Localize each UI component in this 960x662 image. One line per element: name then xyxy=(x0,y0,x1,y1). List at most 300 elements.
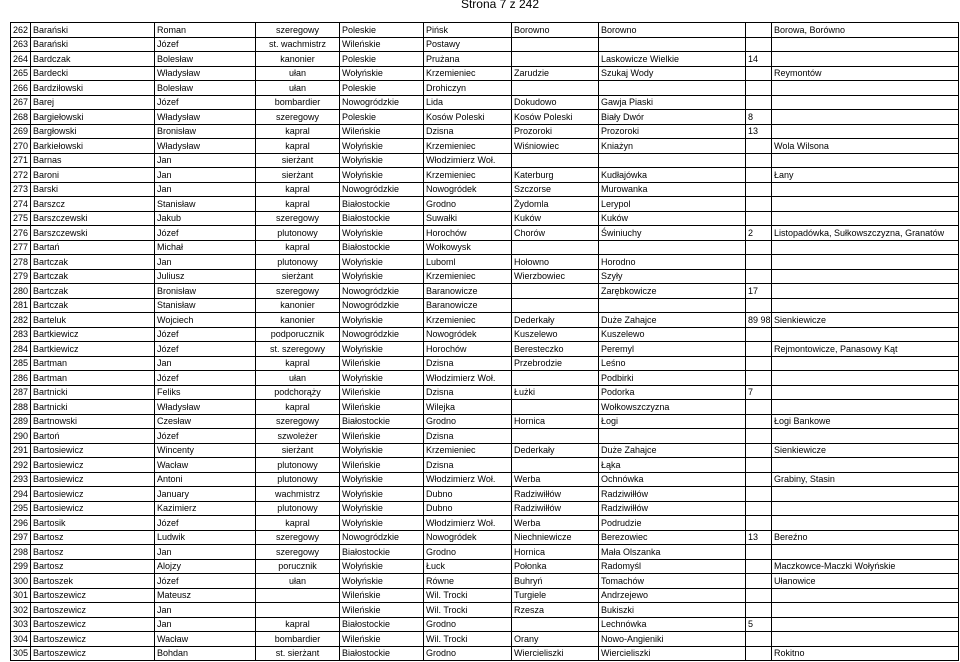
table-row xyxy=(11,603,959,618)
first-name-cell: Roman xyxy=(155,23,256,38)
surname-cell: Bartań xyxy=(31,240,155,255)
village-cell: Leśno xyxy=(599,356,746,371)
commune-cell: Rzesza xyxy=(512,603,599,618)
rank-cell: szeregowy xyxy=(256,110,340,125)
notes-cell xyxy=(772,588,959,603)
notes-cell xyxy=(772,501,959,516)
first-name-cell: Bronisław xyxy=(155,284,256,299)
rank-cell: kapral xyxy=(256,182,340,197)
number-cell xyxy=(746,588,772,603)
county-cell: Pińsk xyxy=(424,23,512,38)
voivodeship-cell: Wołyńskie xyxy=(340,255,424,270)
table-row xyxy=(11,240,959,255)
village-cell: Tomachów xyxy=(599,574,746,589)
village-cell: Kniażyn xyxy=(599,139,746,154)
notes-cell xyxy=(772,255,959,270)
row-number: 290 xyxy=(11,429,31,444)
notes-cell xyxy=(772,81,959,96)
notes-cell xyxy=(772,487,959,502)
records-table xyxy=(10,22,959,661)
row-number: 300 xyxy=(11,574,31,589)
first-name-cell: Józef xyxy=(155,37,256,52)
village-cell: Szyły xyxy=(599,269,746,284)
commune-cell xyxy=(512,429,599,444)
voivodeship-cell: Wileńskie xyxy=(340,124,424,139)
row-number: 262 xyxy=(11,23,31,38)
voivodeship-cell: Poleskie xyxy=(340,110,424,125)
commune-cell: Katerburg xyxy=(512,168,599,183)
rank-cell: st. wachmistrz xyxy=(256,37,340,52)
first-name-cell: Władysław xyxy=(155,139,256,154)
number-cell xyxy=(746,646,772,661)
rank-cell: szwoleżer xyxy=(256,429,340,444)
table-row xyxy=(11,342,959,357)
village-cell: Podrudzie xyxy=(599,516,746,531)
rank-cell: kanonier xyxy=(256,313,340,328)
first-name-cell: Michał xyxy=(155,240,256,255)
commune-cell xyxy=(512,617,599,632)
number-cell xyxy=(746,603,772,618)
county-cell: Krzemieniec xyxy=(424,269,512,284)
surname-cell: Bargłowski xyxy=(31,124,155,139)
commune-cell: Kuszelewo xyxy=(512,327,599,342)
number-cell xyxy=(746,182,772,197)
table-row xyxy=(11,458,959,473)
rank-cell: kapral xyxy=(256,400,340,415)
county-cell: Dubno xyxy=(424,487,512,502)
commune-cell: Hornica xyxy=(512,545,599,560)
notes-cell xyxy=(772,284,959,299)
rank-cell: kapral xyxy=(256,516,340,531)
first-name-cell: Wacław xyxy=(155,632,256,647)
voivodeship-cell: Wileńskie xyxy=(340,356,424,371)
number-cell xyxy=(746,298,772,313)
notes-cell xyxy=(772,52,959,67)
first-name-cell: Bolesław xyxy=(155,52,256,67)
number-cell: 89 98 xyxy=(746,313,772,328)
voivodeship-cell: Wołyńskie xyxy=(340,559,424,574)
rank-cell xyxy=(256,603,340,618)
table-row xyxy=(11,472,959,487)
rank-cell: szeregowy xyxy=(256,211,340,226)
voivodeship-cell: Nowogródzkie xyxy=(340,284,424,299)
notes-cell xyxy=(772,516,959,531)
row-number: 298 xyxy=(11,545,31,560)
table-row xyxy=(11,23,959,38)
row-number: 266 xyxy=(11,81,31,96)
voivodeship-cell: Białostockie xyxy=(340,240,424,255)
county-cell: Horochów xyxy=(424,342,512,357)
row-number: 295 xyxy=(11,501,31,516)
first-name-cell: Władysław xyxy=(155,110,256,125)
row-number: 273 xyxy=(11,182,31,197)
first-name-cell: Jan xyxy=(155,603,256,618)
row-number: 286 xyxy=(11,371,31,386)
row-number: 287 xyxy=(11,385,31,400)
row-number: 305 xyxy=(11,646,31,661)
rank-cell: kanonier xyxy=(256,52,340,67)
notes-cell xyxy=(772,371,959,386)
table-row xyxy=(11,37,959,52)
first-name-cell: Jan xyxy=(155,168,256,183)
table-row xyxy=(11,400,959,415)
table-row xyxy=(11,414,959,429)
village-cell: Radziwiłłów xyxy=(599,487,746,502)
notes-cell xyxy=(772,153,959,168)
commune-cell: Dederkały xyxy=(512,313,599,328)
voivodeship-cell: Białostockie xyxy=(340,211,424,226)
voivodeship-cell: Wołyńskie xyxy=(340,472,424,487)
county-cell: Krzemieniec xyxy=(424,66,512,81)
table-row xyxy=(11,124,959,139)
village-cell: Andrzejewo xyxy=(599,588,746,603)
voivodeship-cell: Nowogródzkie xyxy=(340,182,424,197)
row-number: 282 xyxy=(11,313,31,328)
commune-cell xyxy=(512,240,599,255)
rank-cell: kapral xyxy=(256,617,340,632)
county-cell: Równe xyxy=(424,574,512,589)
village-cell xyxy=(599,429,746,444)
first-name-cell: Kazimierz xyxy=(155,501,256,516)
commune-cell: Werba xyxy=(512,516,599,531)
village-cell xyxy=(599,298,746,313)
voivodeship-cell: Wołyńskie xyxy=(340,168,424,183)
commune-cell: Łużki xyxy=(512,385,599,400)
rank-cell: szeregowy xyxy=(256,284,340,299)
voivodeship-cell: Wołyńskie xyxy=(340,139,424,154)
surname-cell: Bardziłowski xyxy=(31,81,155,96)
commune-cell: Dederkały xyxy=(512,443,599,458)
rank-cell: szeregowy xyxy=(256,23,340,38)
commune-cell: Wierzbowiec xyxy=(512,269,599,284)
county-cell: Krzemieniec xyxy=(424,443,512,458)
notes-cell: Sienkiewicze xyxy=(772,443,959,458)
first-name-cell: Jan xyxy=(155,182,256,197)
commune-cell: Buhryń xyxy=(512,574,599,589)
first-name-cell: Mateusz xyxy=(155,588,256,603)
number-cell xyxy=(746,23,772,38)
surname-cell: Bartosz xyxy=(31,530,155,545)
county-cell: Dzisna xyxy=(424,429,512,444)
notes-cell xyxy=(772,240,959,255)
number-cell xyxy=(746,574,772,589)
village-cell: Kuszelewo xyxy=(599,327,746,342)
notes-cell: Wola Wilsona xyxy=(772,139,959,154)
number-cell xyxy=(746,168,772,183)
first-name-cell: Józef xyxy=(155,429,256,444)
notes-cell xyxy=(772,617,959,632)
commune-cell: Szczorse xyxy=(512,182,599,197)
county-cell: Kosów Poleski xyxy=(424,110,512,125)
county-cell: Postawy xyxy=(424,37,512,52)
table-row xyxy=(11,284,959,299)
number-cell xyxy=(746,501,772,516)
village-cell: Ochnówka xyxy=(599,472,746,487)
row-number: 275 xyxy=(11,211,31,226)
table-row xyxy=(11,66,959,81)
village-cell: Mała Olszanka xyxy=(599,545,746,560)
village-cell: Nowo-Angieniki xyxy=(599,632,746,647)
voivodeship-cell: Wileńskie xyxy=(340,603,424,618)
voivodeship-cell: Wileńskie xyxy=(340,37,424,52)
commune-cell: Turgiele xyxy=(512,588,599,603)
rank-cell: sierżant xyxy=(256,269,340,284)
surname-cell: Bartnowski xyxy=(31,414,155,429)
first-name-cell: Wincenty xyxy=(155,443,256,458)
row-number: 269 xyxy=(11,124,31,139)
village-cell: Biały Dwór xyxy=(599,110,746,125)
surname-cell: Bartosz xyxy=(31,545,155,560)
rank-cell: ułan xyxy=(256,81,340,96)
notes-cell: Grabiny, Stasin xyxy=(772,472,959,487)
notes-cell: Łany xyxy=(772,168,959,183)
rank-cell: szeregowy xyxy=(256,414,340,429)
first-name-cell: Czesław xyxy=(155,414,256,429)
surname-cell: Bartoszewicz xyxy=(31,588,155,603)
table-row xyxy=(11,646,959,661)
rank-cell: ułan xyxy=(256,371,340,386)
row-number: 299 xyxy=(11,559,31,574)
notes-cell xyxy=(772,197,959,212)
row-number: 288 xyxy=(11,400,31,415)
number-cell xyxy=(746,632,772,647)
county-cell: Wil. Trocki xyxy=(424,603,512,618)
rank-cell: st. szeregowy xyxy=(256,342,340,357)
village-cell: Peremyl xyxy=(599,342,746,357)
county-cell: Suwałki xyxy=(424,211,512,226)
county-cell: Baranowicze xyxy=(424,298,512,313)
county-cell: Łuck xyxy=(424,559,512,574)
first-name-cell: Józef xyxy=(155,226,256,241)
surname-cell: Bartczak xyxy=(31,284,155,299)
surname-cell: Bartczak xyxy=(31,298,155,313)
commune-cell: Połonka xyxy=(512,559,599,574)
voivodeship-cell: Poleskie xyxy=(340,52,424,67)
county-cell: Wil. Trocki xyxy=(424,588,512,603)
voivodeship-cell: Wołyńskie xyxy=(340,66,424,81)
rank-cell: podporucznik xyxy=(256,327,340,342)
table-row xyxy=(11,168,959,183)
table-row xyxy=(11,617,959,632)
number-cell xyxy=(746,472,772,487)
village-cell: Kudłajówka xyxy=(599,168,746,183)
voivodeship-cell: Białostockie xyxy=(340,197,424,212)
row-number: 274 xyxy=(11,197,31,212)
number-cell: 2 xyxy=(746,226,772,241)
commune-cell: Przebrodzie xyxy=(512,356,599,371)
county-cell: Dzisna xyxy=(424,124,512,139)
commune-cell: Kosów Poleski xyxy=(512,110,599,125)
village-cell: Duże Zahajce xyxy=(599,313,746,328)
rank-cell: szeregowy xyxy=(256,545,340,560)
voivodeship-cell: Poleskie xyxy=(340,23,424,38)
village-cell: Prozoroki xyxy=(599,124,746,139)
row-number: 294 xyxy=(11,487,31,502)
surname-cell: Bartoszewicz xyxy=(31,646,155,661)
surname-cell: Barszcz xyxy=(31,197,155,212)
rank-cell: kapral xyxy=(256,139,340,154)
county-cell: Prużana xyxy=(424,52,512,67)
commune-cell: Żydomla xyxy=(512,197,599,212)
notes-cell xyxy=(772,458,959,473)
first-name-cell: Bronisław xyxy=(155,124,256,139)
rank-cell: bombardier xyxy=(256,95,340,110)
voivodeship-cell: Wołyńskie xyxy=(340,501,424,516)
county-cell: Grodno xyxy=(424,414,512,429)
village-cell: Borowno xyxy=(599,23,746,38)
number-cell xyxy=(746,487,772,502)
number-cell xyxy=(746,197,772,212)
notes-cell: Ułanowice xyxy=(772,574,959,589)
row-number: 293 xyxy=(11,472,31,487)
commune-cell: Hornica xyxy=(512,414,599,429)
county-cell: Dzisna xyxy=(424,385,512,400)
first-name-cell: Józef xyxy=(155,371,256,386)
table-row xyxy=(11,211,959,226)
rank-cell: kanonier xyxy=(256,298,340,313)
commune-cell xyxy=(512,298,599,313)
surname-cell: Barski xyxy=(31,182,155,197)
table-row xyxy=(11,255,959,270)
notes-cell xyxy=(772,211,959,226)
first-name-cell: Ludwik xyxy=(155,530,256,545)
village-cell: Wiercieliszki xyxy=(599,646,746,661)
commune-cell xyxy=(512,284,599,299)
table-row xyxy=(11,298,959,313)
surname-cell: Bartosiewicz xyxy=(31,443,155,458)
page-number-header: Strona 7 z 242 xyxy=(460,0,539,11)
surname-cell: Bartman xyxy=(31,356,155,371)
commune-cell: Wiśniowiec xyxy=(512,139,599,154)
number-cell xyxy=(746,414,772,429)
county-cell: Baranowicze xyxy=(424,284,512,299)
commune-cell xyxy=(512,81,599,96)
row-number: 296 xyxy=(11,516,31,531)
county-cell: Luboml xyxy=(424,255,512,270)
number-cell xyxy=(746,66,772,81)
surname-cell: Bartoń xyxy=(31,429,155,444)
village-cell: Kuków xyxy=(599,211,746,226)
notes-cell: Borowa, Borówno xyxy=(772,23,959,38)
notes-cell xyxy=(772,632,959,647)
county-cell: Włodzimierz Woł. xyxy=(424,516,512,531)
number-cell xyxy=(746,356,772,371)
county-cell: Grodno xyxy=(424,545,512,560)
table-row xyxy=(11,588,959,603)
row-number: 272 xyxy=(11,168,31,183)
table-row xyxy=(11,95,959,110)
table-row xyxy=(11,269,959,284)
county-cell: Włodzimierz Woł. xyxy=(424,371,512,386)
commune-cell: Hołowno xyxy=(512,255,599,270)
first-name-cell: Władysław xyxy=(155,66,256,81)
number-cell xyxy=(746,458,772,473)
village-cell: Bukiszki xyxy=(599,603,746,618)
village-cell: Murowanka xyxy=(599,182,746,197)
surname-cell: Bartoszewicz xyxy=(31,617,155,632)
rank-cell: plutonowy xyxy=(256,501,340,516)
table-row xyxy=(11,385,959,400)
village-cell: Gawja Piaski xyxy=(599,95,746,110)
village-cell: Łąka xyxy=(599,458,746,473)
first-name-cell: Władysław xyxy=(155,400,256,415)
voivodeship-cell: Wołyńskie xyxy=(340,487,424,502)
rank-cell: kapral xyxy=(256,197,340,212)
notes-cell xyxy=(772,298,959,313)
village-cell: Horodno xyxy=(599,255,746,270)
notes-cell: Rokitno xyxy=(772,646,959,661)
table-row xyxy=(11,226,959,241)
number-cell xyxy=(746,37,772,52)
commune-cell: Radziwiłłów xyxy=(512,501,599,516)
surname-cell: Barszczewski xyxy=(31,211,155,226)
surname-cell: Bargiełowski xyxy=(31,110,155,125)
commune-cell: Niechniewicze xyxy=(512,530,599,545)
voivodeship-cell: Wołyńskie xyxy=(340,313,424,328)
notes-cell xyxy=(772,429,959,444)
number-cell xyxy=(746,327,772,342)
voivodeship-cell: Wileńskie xyxy=(340,400,424,415)
voivodeship-cell: Białostockie xyxy=(340,414,424,429)
table-row xyxy=(11,327,959,342)
commune-cell: Orany xyxy=(512,632,599,647)
row-number: 279 xyxy=(11,269,31,284)
rank-cell: sierżant xyxy=(256,443,340,458)
surname-cell: Barej xyxy=(31,95,155,110)
voivodeship-cell: Wileńskie xyxy=(340,588,424,603)
notes-cell: Rejmontowicze, Panasowy Kąt xyxy=(772,342,959,357)
voivodeship-cell: Nowogródzkie xyxy=(340,327,424,342)
first-name-cell: Stanisław xyxy=(155,298,256,313)
village-cell: Wołkowszczyzna xyxy=(599,400,746,415)
row-number: 292 xyxy=(11,458,31,473)
notes-cell xyxy=(772,37,959,52)
commune-cell: Dokudowo xyxy=(512,95,599,110)
surname-cell: Bartoszewicz xyxy=(31,632,155,647)
row-number: 284 xyxy=(11,342,31,357)
first-name-cell: Wojciech xyxy=(155,313,256,328)
row-number: 267 xyxy=(11,95,31,110)
rank-cell: kapral xyxy=(256,356,340,371)
first-name-cell: Stanisław xyxy=(155,197,256,212)
voivodeship-cell: Poleskie xyxy=(340,81,424,96)
village-cell: Świniuchy xyxy=(599,226,746,241)
first-name-cell: Bolesław xyxy=(155,81,256,96)
village-cell: Radziwiłłów xyxy=(599,501,746,516)
table-row xyxy=(11,182,959,197)
number-cell xyxy=(746,269,772,284)
table-row xyxy=(11,139,959,154)
row-number: 304 xyxy=(11,632,31,647)
rank-cell: st. sierżant xyxy=(256,646,340,661)
table-row xyxy=(11,110,959,125)
notes-cell xyxy=(772,327,959,342)
voivodeship-cell: Wołyńskie xyxy=(340,443,424,458)
commune-cell xyxy=(512,153,599,168)
row-number: 268 xyxy=(11,110,31,125)
number-cell: 17 xyxy=(746,284,772,299)
number-cell xyxy=(746,516,772,531)
county-cell: Nowogródek xyxy=(424,327,512,342)
row-number: 285 xyxy=(11,356,31,371)
commune-cell xyxy=(512,400,599,415)
surname-cell: Bartoszek xyxy=(31,574,155,589)
number-cell xyxy=(746,139,772,154)
surname-cell: Bartman xyxy=(31,371,155,386)
county-cell: Włodzimierz Woł. xyxy=(424,153,512,168)
commune-cell: Radziwiłłów xyxy=(512,487,599,502)
row-number: 277 xyxy=(11,240,31,255)
